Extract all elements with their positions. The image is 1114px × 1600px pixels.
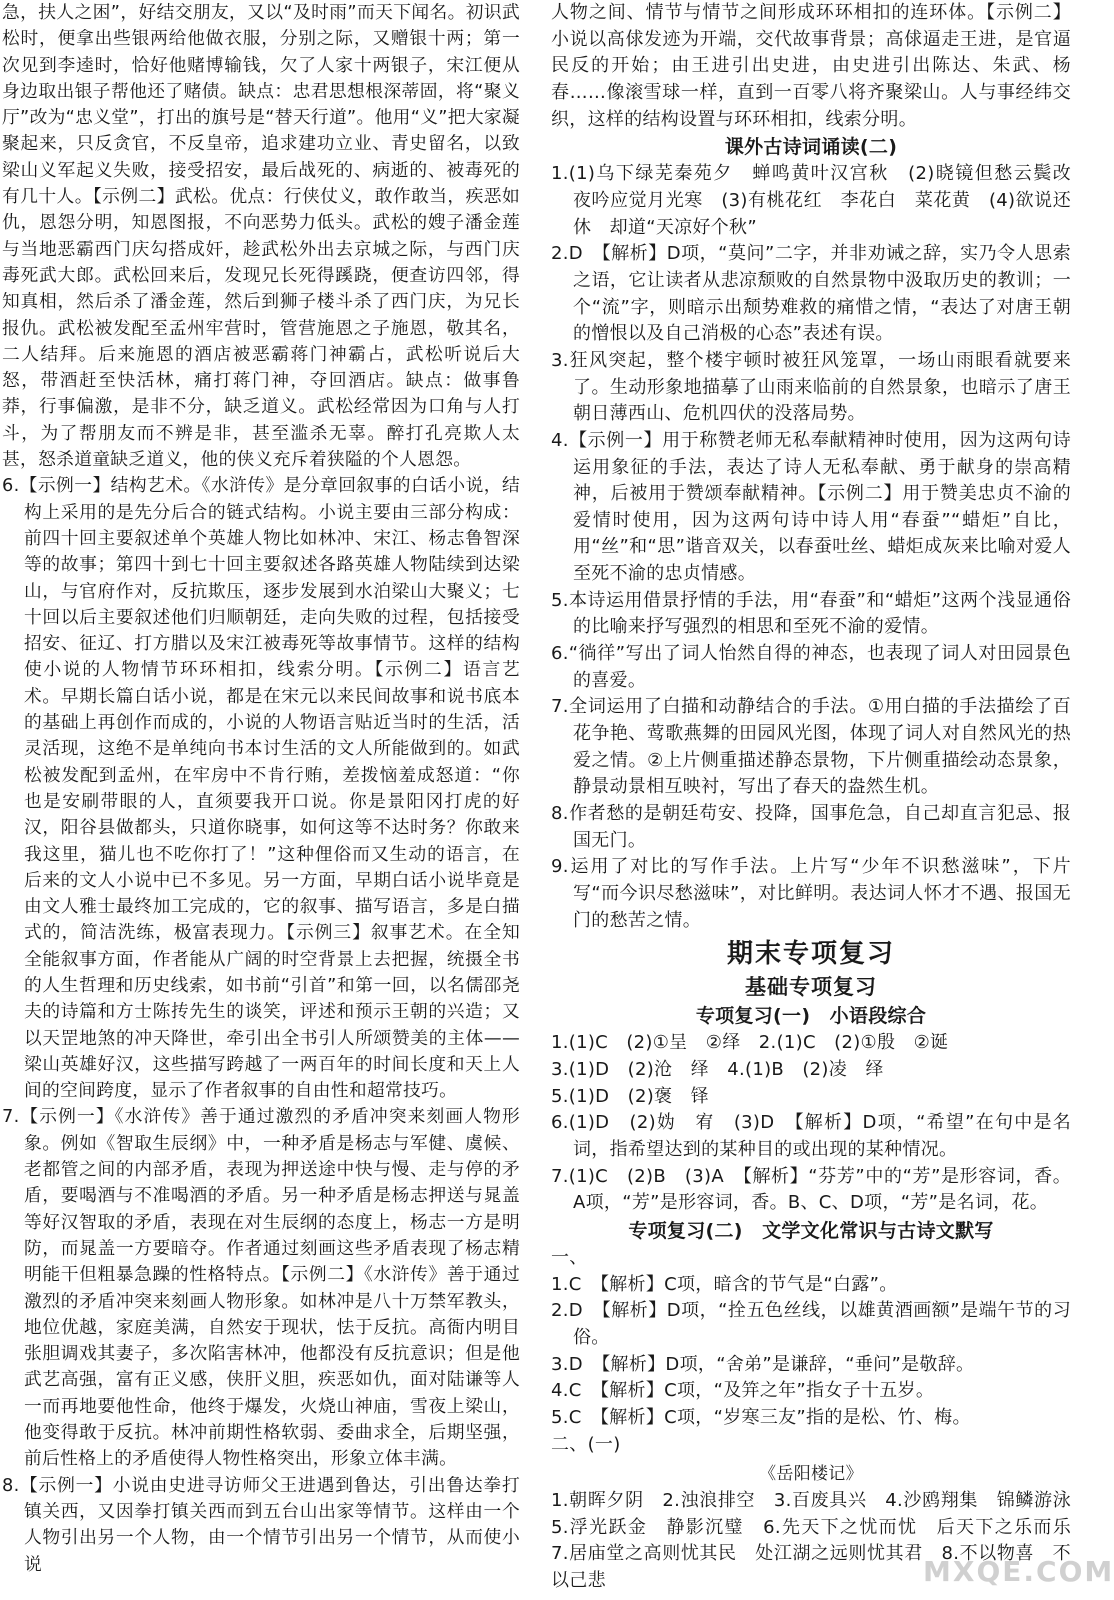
final-review-title: 期末专项复习: [726, 939, 895, 970]
section-heading-s2: 专项复习(二) 文学文化常识与古诗文默写: [628, 1219, 994, 1242]
s1-line-3: 5.(1)D (2)褒 铎: [551, 1085, 709, 1107]
section-heading-poem: 课外古诗词诵读(二): [724, 136, 898, 159]
s1-line-2: 3.(1)D (2)沧 绎 4.(1)B (2)凌 绎: [551, 1058, 884, 1080]
s1-line-5: 7.(1)C (2)B (3)A 【解析】“芬芳”中的“芳”是形容词，香。A项，“芳”是形容词，香。B、C、D项，“芳”是名词，花。: [551, 1165, 1071, 1214]
poem-answer-6: 6.“徜徉”写出了词人怡然自得的神态，也表现了词人对田园景色的喜爱。: [551, 643, 1071, 691]
right-column: [551, 0, 1114, 1595]
s2-line-4: 4.C 【解析】C项，“及笄之年”指女子十五岁。: [551, 1380, 935, 1402]
s2-part-one: 一、: [551, 1246, 588, 1268]
yueyanglou-title: 《岳阳楼记》: [759, 1464, 863, 1485]
s1-line-1: 1.(1)C (2)①呈 ②绎 2.(1)C (2)①殷 ②诞: [551, 1032, 949, 1054]
answer-8: 8.【示例一】小说由史进寻访师父王进遇到鲁达，引出鲁达拳打镇关西，又因拳打镇关西而到五台山出家等情节。这样由一个人物引出另一个人物，由一个情节引出另一个情节，从而使小说: [2, 1475, 520, 1575]
yueyanglou-answers: 1.朝晖夕阴 2.浊浪排空 3.百废具兴 4.沙鸥翔集 锦鳞游泳 5.浮光跃金 静影沉璧 6.先天下之忧而忧 后天下之乐而乐 7.居庙堂之高则忧其民 处江湖之远则忧其君 8.不以物喜 不以己悲: [551, 1490, 1090, 1592]
poem-answer-3: 3.狂风突起，整个楼宇顿时被狂风笼罩，一场山雨眼看就要来了。生动形象地描摹了山雨来临前的自然景象，也暗示了唐王朝日薄西山、危机四伏的没落局势。: [551, 349, 1071, 425]
section-heading-s1: 专项复习(一) 小语段综合: [695, 1005, 927, 1028]
answer-6: 6.【示例一】结构艺术。《水浒传》是分章回叙事的白话小说，结构上采用的是先分后合的链式结构。小说主要由三部分构成：前四十回主要叙述单个英雄人物比如林冲、宋江、杨志鲁智深等的故事；第四十到七十回主要叙述各路英雄人物陆续到达梁山，与官府作对，反抗欺压，逐步发展到水泊梁山大聚义；七十回以后主要叙述他们归顺朝廷，走向失败的过程，包括接受招安、征辽、打方腊以及宋江被毒死等故事情节。这样的结构使小说的人物情节环环相扣，线索分明。【示例二】语言艺术。早期长篇白话小说，都是在宋元以来民间故事和说书底本的基础上再创作而成的，小说的人物语言贴近当时的生活，活灵活现，这绝不是单纯向书本讨生活的文人所能做到的。如武松被发配到孟州，在牢房中不肯行贿，差拨恼羞成怒道：“你也是安刷带眼的人，直须要我开口说。你是景阳冈打虎的好汉，阳谷县做都头，只道你晓事，如何这等不达时务？你敢来我这里，猫儿也不吃你打了！”这种俚俗而又生动的语言，在后来的文人小说中已不多见。另一方面，早期白话小说毕竟是由文人雅士最终加工完成的，它的叙事、描写语言，多是白描式的，简洁洗练，极富表现力。【示例三】叙事艺术。在全知全能叙事方面，作者能从广阔的时空背景上去把握，统摄全书的人生哲理和历史线索，如书前“引首”和第一回，以名儒邵尧夫的诗篇和方士陈抟先生的谈笑，评述和预示王朝的兴造；又以天罡地煞的冲天降世，牵引出全书引人所颂赞美的主体——梁山英雄好汉，这些描写跨越了一两百年的时间长度和天上人间的空间跨度，显示了作者叙事的自由性和超常技巧。: [2, 476, 520, 1102]
left-column: [2, 0, 520, 1578]
poem-answer-1: 1.(1)乌下绿芜秦苑夕 蝉鸣黄叶汉宫秋 (2)晓镜但愁云鬓改 夜吟应觉月光寒 (3)有桃花红 李花白 菜花黄 (4)欲说还休 却道“天凉好个秋”: [551, 163, 1090, 238]
answer-7: 7.【示例一】《水浒传》善于通过激烈的矛盾冲突来刻画人物形象。例如《智取生辰纲》中，一种矛盾是杨志与军健、虞候、老都管之间的内部矛盾，表现为押送途中快与慢、走与停的矛盾，要喝酒与不准喝酒的矛盾。另一种矛盾是杨志押送与晁盖等好汉智取的矛盾，表现在对生辰纲的态度上，杨志一方是明防，而晁盖一方要暗夺。作者通过刻画这些矛盾表现了杨志精明能干但粗暴急躁的性格特点。【示例二】《水浒传》善于通过激烈的矛盾冲突来刻画人物形象。如林冲是八十万禁军教头，地位优越，家庭美满，自然安于现状，怯于反抗。高衙内明目张胆调戏其妻子，多次陷害林冲，他都没有反抗意识；但是他武艺高强，富有正义感，侠肝义胆，疾恶如仇，面对陆谦等人一而再地要他性命，他终于爆发，火烧山神庙，雪夜上梁山，他变得敢于反抗。林冲前期性格软弱、委曲求全，后期坚强，前后性格上的矛盾使得人物性格突出，形象立体丰满。: [2, 1107, 520, 1470]
s2-part-two: 二、(一): [551, 1433, 621, 1455]
poem-answer-7: 7.全词运用了白描和动静结合的手法。①用白描的手法描绘了百花争艳、莺歌燕舞的田园风光图，体现了词人对自然风光的热爱之情。②上片侧重描述静态景物，下片侧重描绘动态景象，静景动景相互映衬，写出了春天的盎然生机。: [551, 696, 1071, 798]
s1-line-4: 6.(1)D (2)妫 宥 (3)D 【解析】D项，“希望”在句中是名词，指希望达到的某种目的或出现的某种情况。: [551, 1112, 1071, 1160]
poem-answer-2: 2.D 【解析】D项，“莫问”二字，并非劝诫之辞，实乃令人思索之语，它让读者从悲凉颓败的自然景物中汲取历史的教训；一个“流”字，则暗示出颓势难救的痛惜之情，“表达了对唐王朝的憎恨以及自己消极的心态”表述有误。: [551, 243, 1071, 345]
s2-line-3: 3.D 【解析】D项，“舍弟”是谦辞，“垂问”是敬辞。: [551, 1353, 975, 1375]
watermark: MXQE.COM: [923, 1555, 1114, 1588]
left-paragraph-1: 急，扶人之困”，好结交朋友，又以“及时雨”而天下闻名。初识武松时，便拿出些银两给他做衣服，分别之际，又赠银十两；第一次见到李逵时，恰好他赌博输钱，欠了人家十两银子，宋江便从身边取出银子帮他还了赌债。缺点：忠君思想根深蒂固，将“聚义厅”改为“忠义堂”，打出的旗号是“替天行道”。他用“义”把大家凝聚起来，只反贪官，不反皇帝，追求建功立业、青史留名，以致梁山义军起义失败，接受招安，最后战死的、病逝的、被毒死的有几十人。【示例二】武松。优点：行侠仗义，敢作敢当，疾恶如仇，恩怨分明，知恩图报，不向恶势力低头。武松的嫂子潘金莲与当地恶霸西门庆勾搭成奸，趁武松外出去京城之际，与西门庆毒死武大郎。武松回来后，发现兄长死得蹊跷，便查访四邻，得知真相，然后杀了潘金莲，然后到狮子楼斗杀了西门庆，为兄长报仇。武松被发配至孟州牢营时，管营施恩之子施恩，敬其名，二人结拜。后来施恩的酒店被恶霸蒋门神霸占，武松听说后大怒，带酒赶至快活林，痛打蒋门神，夺回酒店。缺点：做事鲁莽，行事偏激，是非不分，缺乏道义。武松经常因为口角与人打斗，为了帮朋友而不辨是非，甚至滥杀无辜。醉打孔亮欺人太甚，怒杀道童缺乏道义，他的侠义充斥着狭隘的个人恩怨。: [2, 3, 520, 471]
poem-answer-4: 4.【示例一】用于称赞老师无私奉献精神时使用，因为这两句诗运用象征的手法，表达了诗人无私奉献、勇于献身的崇高精神，后被用于赞颂奉献精神。【示例二】用于赞美忠贞不渝的爱情时使用，因为这两句诗中诗人用“春蚕”“蜡炬”自比，用“丝”和“思”谐音双关，以春蚕吐丝、蜡炬成灰来比喻对爱人至死不渝的忠贞情感。: [551, 429, 1071, 585]
s2-line-2: 2.D 【解析】D项，“拴五色丝线，以雄黄酒画额”是端午节的习俗。: [551, 1300, 1071, 1348]
s2-line-5: 5.C 【解析】C项，“岁寒三友”指的是松、竹、梅。: [551, 1406, 971, 1428]
right-continuation: 人物之间、情节与情节之间形成环环相扣的连环体。【示例二】小说以高俅发迹为开端，交代故事背景；高俅逼走王进，是官逼民反的开始；由王进引出史进，由史进引出陈达、朱武、杨春……像滚雪球一样，直到一百零八将齐聚梁山。人与事经纬交织，这样的结构设置与环环相扣，线索分明。: [551, 2, 1071, 130]
basic-review-subtitle: 基础专项复习: [745, 975, 877, 1000]
poem-answer-8: 8.作者愁的是朝廷苟安、投降，国事危急，自己却直言犯忌、报国无门。: [551, 803, 1071, 851]
poem-answer-5: 5.本诗运用借景抒情的手法，用“春蚕”和“蜡炬”这两个浅显通俗的比喻来抒写强烈的相思和至死不渝的爱情。: [551, 589, 1071, 638]
poem-answer-9: 9.运用了对比的写作手法。上片写“少年不识愁滋味”，下片写“而今识尽愁滋味”，对比鲜明。表达词人怀才不遇、报国无门的愁苦之情。: [551, 856, 1071, 931]
s2-line-1: 1.C 【解析】C项，暗含的节气是“白露”。: [551, 1273, 898, 1295]
